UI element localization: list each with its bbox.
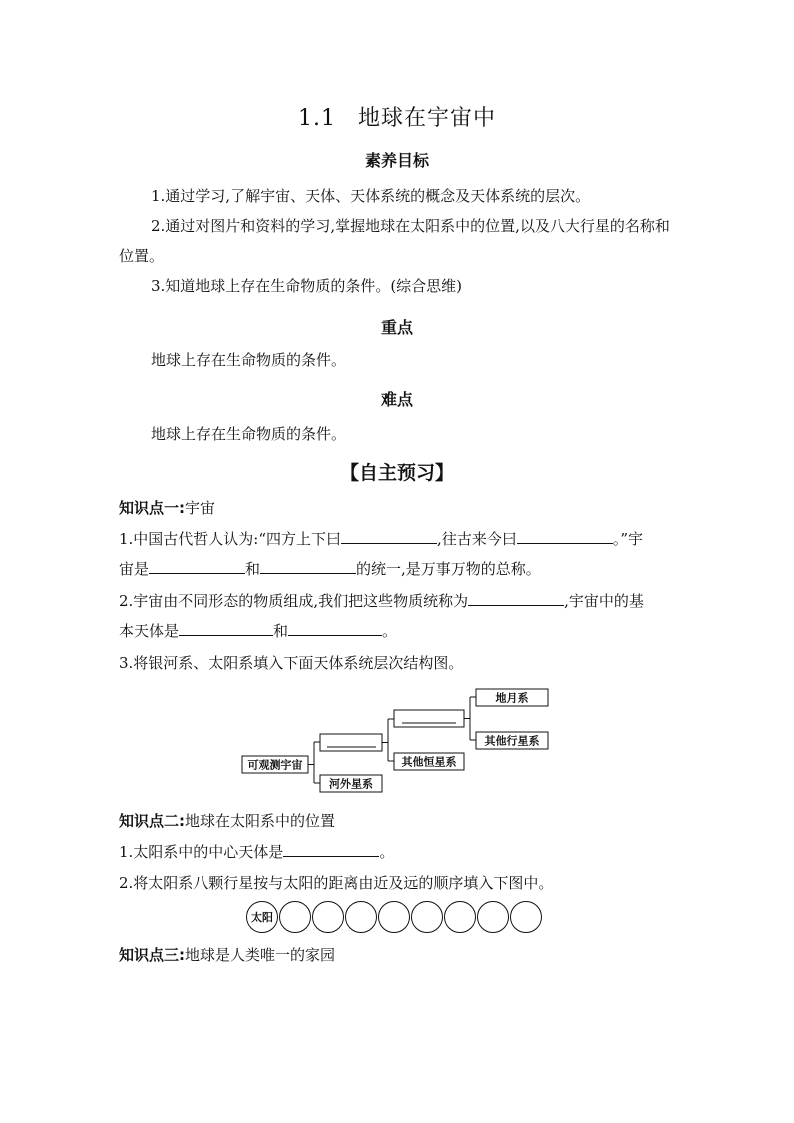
kp1-q2-text-d: 和 (273, 622, 289, 640)
preview-heading: 【自主预习】 (339, 462, 454, 484)
planet-slot-6[interactable] (445, 902, 476, 933)
answer-blank-universe-2[interactable] (260, 559, 356, 574)
planet-slot-2[interactable] (313, 902, 344, 933)
kp3-title (119, 944, 335, 965)
title-text: 地球在宇宙中 (357, 106, 496, 131)
planet-slot-5[interactable] (412, 902, 443, 933)
key-heading: 重点 (380, 318, 413, 337)
planet-slot-4[interactable] (379, 902, 410, 933)
label-other-star-systems: 其他恒星系 (401, 755, 457, 769)
answer-blank-sifang[interactable] (341, 529, 437, 544)
goal-item-1: 1.通过学习,了解宇宙、天体、天体系统的概念及天体系统的层次。 (151, 187, 591, 205)
kp1-label: 知识点一: (119, 499, 185, 517)
planet-slot-3[interactable] (346, 902, 377, 933)
celestial-system-diagram (240, 686, 552, 796)
kp1-q2-text-b: ,宇宙中的基 (564, 592, 644, 610)
kp1-title (119, 497, 215, 518)
kp2-question-1 (119, 837, 689, 867)
difficult-text: 地球上存在生命物质的条件。 (151, 425, 347, 443)
planet-slot-1[interactable] (280, 902, 311, 933)
sun-label: 太阳 (251, 911, 273, 924)
difficult-heading: 难点 (380, 390, 413, 409)
answer-blank-central-body[interactable] (283, 842, 379, 857)
planet-slot-8[interactable] (511, 902, 542, 933)
kp1-question-1 (119, 524, 689, 584)
kp1-q1-text-d: 宙是 (119, 560, 150, 578)
key-text: 地球上存在生命物质的条件。 (151, 351, 347, 369)
label-observable-universe: 可观测宇宙 (247, 758, 303, 772)
box-solar-system-blank (394, 710, 464, 727)
answer-blank-celestial-bodies[interactable] (468, 591, 564, 606)
label-other-planets: 其他行星系 (484, 734, 540, 748)
kp1-q2-text-e: 。 (382, 622, 398, 640)
box-milky-way-blank (320, 734, 382, 751)
kp1-q1-text-e: 和 (245, 560, 261, 578)
goal-item-3: 3.知道地球上存在生命物质的条件。(综合思维) (151, 277, 463, 295)
goal-item-2: 2.通过对图片和资料的学习,掌握地球在太阳系中的位置,以及八大行星的名称和位置。 (119, 217, 670, 265)
label-earth-moon: 地月系 (495, 691, 529, 705)
kp2-topic: 地球在太阳系中的位置 (185, 812, 336, 830)
answer-blank-wanggu[interactable] (517, 529, 613, 544)
kp3-label: 知识点三: (119, 946, 185, 964)
kp1-question-2 (119, 586, 689, 646)
kp3-topic: 地球是人类唯一的家园 (185, 946, 336, 964)
kp1-q2-text-c: 本天体是 (119, 622, 180, 640)
page-title (0, 101, 794, 132)
kp1-q1-text-c: 。”宇 (612, 530, 643, 548)
answer-blank-basic-body-2[interactable] (288, 621, 382, 636)
kp2-label: 知识点二: (119, 812, 185, 830)
planet-order-diagram (244, 899, 550, 935)
title-number: 1.1 (297, 106, 336, 131)
label-extragalactic: 河外星系 (329, 777, 373, 791)
planet-slot-7[interactable] (478, 902, 509, 933)
kp1-q2-text-a: 2.宇宙由不同形态的物质组成,我们把这些物质统称为 (119, 592, 469, 610)
kp2-q1-text-b: 。 (379, 843, 395, 861)
kp1-q1-text-b: ,往古来今曰 (437, 530, 517, 548)
kp2-question-2: 2.将太阳系八颗行星按与太阳的距离由近及远的顺序填入下图中。 (119, 874, 554, 892)
answer-blank-universe-1[interactable] (149, 559, 245, 574)
kp1-question-3: 3.将银河系、太阳系填入下面天体系统层次结构图。 (119, 654, 464, 672)
kp1-topic: 宇宙 (185, 499, 216, 517)
kp1-q1-text-f: 的统一,是万事万物的总称。 (356, 560, 541, 578)
kp1-q1-text-a: 1.中国古代哲人认为:“四方上下曰 (119, 530, 342, 548)
kp2-q1-text-a: 1.太阳系中的中心天体是 (119, 843, 284, 861)
answer-blank-basic-body-1[interactable] (179, 621, 273, 636)
kp2-title (119, 810, 335, 831)
goals-heading: 素养目标 (364, 151, 429, 170)
